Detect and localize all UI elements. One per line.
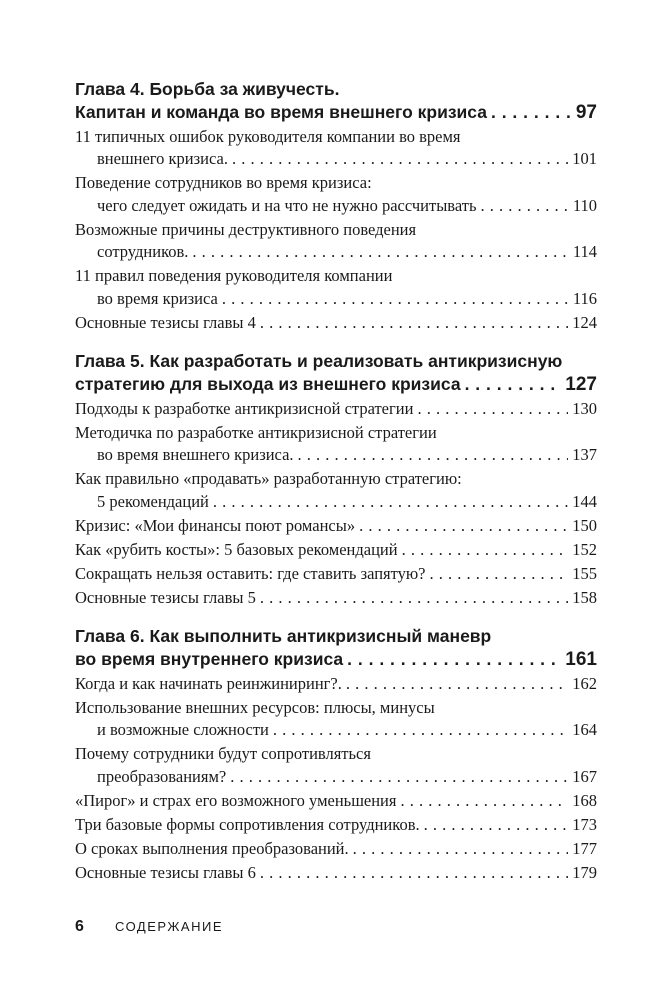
entry-title: О сроках выполнения преобразований.	[75, 838, 349, 858]
entry-title: Как правильно «продавать» разработанную стратегию:	[75, 469, 462, 488]
chapter-subtitle: Капитан и команда во время внешнего кризиса	[75, 102, 487, 122]
entry-page: 144	[572, 491, 597, 511]
toc-entry[interactable]	[75, 422, 597, 467]
chapter-page: 97	[575, 102, 597, 123]
entry-title: Сокращать нельзя оставить: где ставить запятую?	[75, 563, 426, 583]
dot-leader	[230, 766, 568, 789]
entry-title-cont: и возможные сложности	[97, 720, 269, 739]
dot-leader	[400, 790, 568, 813]
entry-page: 150	[572, 515, 597, 535]
entry-title: Использование внешних ресурсов: плюсы, минусы	[75, 697, 435, 717]
entry-title: Поведение сотрудников во время кризиса:	[75, 173, 372, 192]
entry-page: 162	[572, 673, 597, 693]
chapter-title: Глава 5. Как разработать и реализовать антикризисную	[75, 351, 563, 371]
toc-entry[interactable]	[75, 219, 597, 264]
toc-entry[interactable]	[75, 673, 597, 696]
page-footer	[75, 918, 223, 936]
entry-title: «Пирог» и страх его возможного уменьшения	[75, 790, 397, 810]
toc-entry[interactable]	[75, 743, 597, 788]
entry-page: 155	[572, 563, 597, 583]
dot-leader	[465, 373, 562, 396]
chapter-subtitle: стратегию для выхода из внешнего кризиса	[75, 374, 461, 394]
entry-title: Методичка по разработке антикризисной стратегии	[75, 422, 437, 442]
chapter-title-line[interactable]	[75, 648, 597, 671]
entry-title-cont: 5 рекомендаций	[97, 491, 209, 511]
entry-page: 179	[572, 862, 597, 882]
entry-page: 152	[572, 539, 597, 559]
chapter-title-line[interactable]	[75, 101, 597, 124]
chapter-4	[75, 78, 597, 334]
toc-entry[interactable]	[75, 539, 597, 562]
entry-title: Подходы к разработке антикризисной стратегии	[75, 398, 414, 418]
entry-page: 173	[572, 814, 597, 834]
entry-title-cont: сотрудников.	[97, 242, 189, 261]
entry-title-cont: во время внешнего кризиса.	[97, 445, 294, 464]
dot-leader	[353, 838, 569, 861]
entry-title: Как «рубить косты»: 5 базовых рекомендаций	[75, 539, 398, 559]
toc-entry[interactable]	[75, 563, 597, 586]
dot-leader	[260, 862, 568, 885]
dot-leader	[359, 515, 568, 538]
entry-title: Возможные причины деструктивного поведения	[75, 219, 417, 239]
entry-page: 137	[572, 445, 597, 464]
toc-entry[interactable]	[75, 862, 597, 885]
entry-page: 116	[572, 288, 597, 308]
entry-title: Три базовые формы сопротивления сотрудников.	[75, 814, 420, 834]
entry-title: Кризис: «Мои финансы поют романсы»	[75, 515, 356, 535]
entry-page: 168	[572, 790, 597, 810]
toc-entry[interactable]	[75, 838, 597, 861]
entry-page: 177	[572, 838, 597, 858]
entry-page: 110	[572, 195, 597, 215]
toc-entry[interactable]	[75, 265, 597, 310]
dot-leader	[213, 491, 568, 514]
toc-entry[interactable]	[75, 790, 597, 813]
entry-page: 167	[572, 766, 597, 786]
toc-entry[interactable]	[75, 814, 597, 837]
toc-entry[interactable]	[75, 587, 597, 610]
dot-leader	[402, 539, 569, 562]
entry-title-cont: преобразованиям?	[97, 766, 227, 786]
page-number: 6	[75, 918, 84, 935]
dot-leader	[417, 398, 568, 421]
entry-page: 130	[572, 398, 597, 418]
dot-leader	[260, 312, 568, 335]
entry-title-cont: чего следует ожидать и на что не нужно рассчитывать	[97, 195, 477, 215]
entry-title-cont: внешнего кризиса.	[97, 149, 228, 168]
toc-entry[interactable]	[75, 398, 597, 421]
toc-entry[interactable]	[75, 312, 597, 335]
dot-leader	[298, 444, 569, 467]
dot-leader	[232, 148, 568, 171]
dot-leader	[491, 101, 572, 124]
entry-title-cont: во время кризиса	[97, 288, 218, 308]
entry-title: 11 типичных ошибок руководителя компании во время	[75, 126, 461, 146]
dot-leader	[260, 587, 568, 610]
dot-leader	[424, 814, 569, 837]
toc-entry[interactable]	[75, 515, 597, 538]
dot-leader	[222, 288, 569, 311]
dot-leader	[430, 563, 569, 586]
toc-entry[interactable]	[75, 697, 597, 742]
entry-page: 158	[572, 587, 597, 607]
dot-leader	[192, 241, 568, 264]
dot-leader	[347, 648, 561, 671]
entry-page: 101	[572, 149, 597, 168]
toc-entry[interactable]	[75, 172, 597, 217]
running-title: СОДЕРЖАНИЕ	[115, 919, 224, 934]
chapter-title: Глава 4. Борьба за живучесть.	[75, 79, 340, 99]
entry-title: Основные тезисы главы 5	[75, 587, 256, 607]
table-of-contents	[75, 78, 597, 900]
entry-title: 11 правил поведения руководителя компании	[75, 266, 393, 285]
chapter-5	[75, 350, 597, 609]
dot-leader	[481, 195, 569, 218]
chapter-title-line[interactable]	[75, 373, 597, 396]
chapter-6	[75, 625, 597, 884]
entry-title: Почему сотрудники будут сопротивляться	[75, 744, 371, 763]
chapter-title: Глава 6. Как выполнить антикризисный маневр	[75, 626, 492, 646]
chapter-page: 161	[565, 649, 597, 670]
entry-title: Основные тезисы главы 4	[75, 312, 256, 332]
entry-page: 114	[572, 242, 597, 261]
entry-page: 124	[572, 312, 597, 332]
chapter-page: 127	[565, 374, 597, 395]
dot-leader	[273, 719, 568, 742]
toc-entry[interactable]	[75, 468, 597, 513]
chapter-subtitle: во время внутреннего кризиса	[75, 649, 344, 669]
toc-entry[interactable]	[75, 126, 597, 171]
entry-page: 164	[572, 720, 597, 739]
entry-title: Когда и как начинать реинжиниринг?.	[75, 673, 342, 693]
entry-title: Основные тезисы главы 6	[75, 862, 256, 882]
dot-leader	[346, 673, 568, 696]
